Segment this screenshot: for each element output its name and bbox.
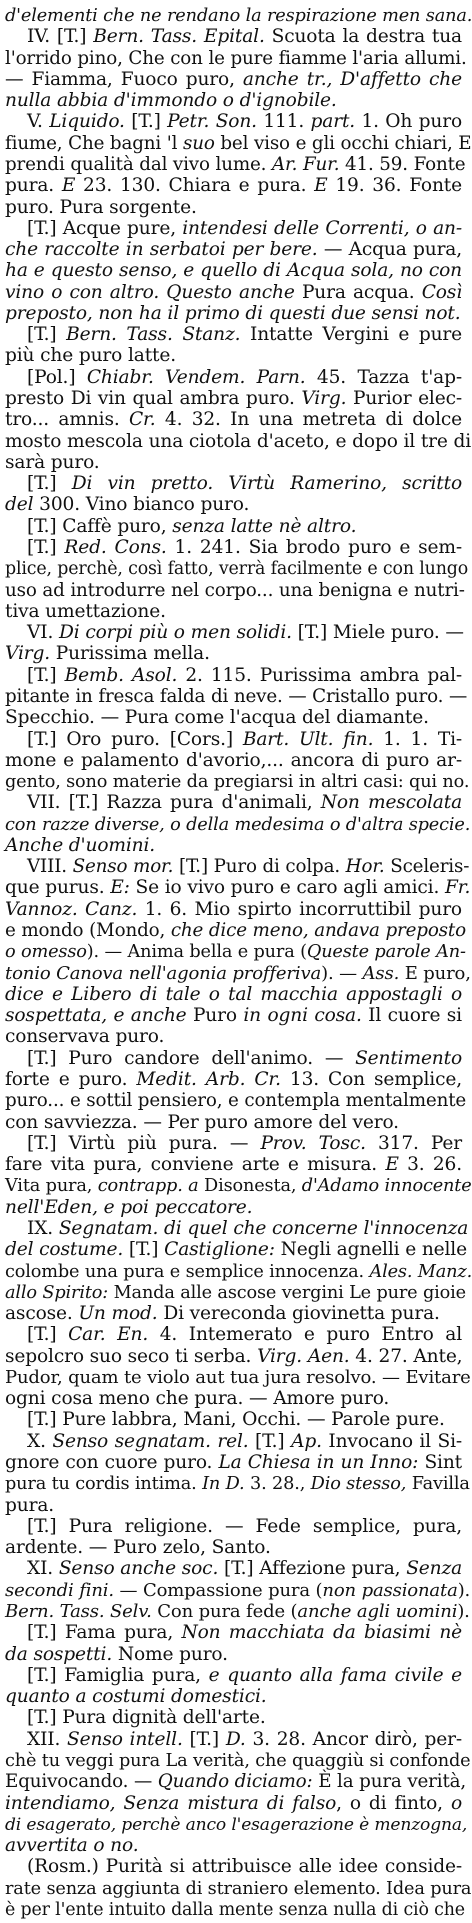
text-run: e mondo (Mondo,: [5, 920, 171, 942]
text-run: ). —: [321, 962, 363, 984]
text-run: 2. 115. Purissima ambra pal-: [177, 664, 462, 686]
italic-text: Senso segnatam. rel.: [52, 1430, 249, 1452]
text-run: 4. 32. In una metreta di dolce: [155, 409, 462, 431]
text-run: Sceleris-: [384, 856, 470, 878]
text-run: Pura acqua.: [294, 281, 422, 303]
italic-text: D.: [225, 1728, 246, 1750]
text-run: Purissima mella.: [50, 643, 210, 665]
italic-text: Senso intell.: [67, 1728, 183, 1750]
italic-text: del: [5, 494, 34, 516]
text-run: 3. 28. Ancor dirò, per-: [245, 1728, 462, 1750]
italic-text: E:: [110, 877, 130, 899]
text-run: 23. 130. Chiara e pura.: [75, 175, 315, 197]
italic-text: Ap.: [291, 1430, 322, 1452]
text-run: 317. Per: [365, 1132, 462, 1154]
text-run: Con pura fede (: [151, 1601, 298, 1622]
italic-text: vino o con altro. Questo anche: [5, 281, 295, 303]
italic-text: Castiglione:: [164, 1239, 275, 1261]
text-run: IV. [T.]: [27, 26, 94, 48]
text-run: Scuota la destra tua: [264, 26, 462, 48]
text-run: [T.] Pura religione. — Fede semplice, pura,: [27, 1515, 462, 1537]
text-run: ).: [457, 1601, 470, 1622]
italic-text: Cr.: [128, 409, 156, 431]
text-run: Invocano il Si-: [321, 1430, 463, 1452]
text-run: [T.] Virtù più pura. —: [27, 1132, 261, 1154]
text-run: VIII.: [27, 856, 73, 878]
italic-text: Ales. Manz.: [369, 1261, 472, 1282]
italic-text: del costume.: [5, 1239, 124, 1261]
italic-text: Liquido.: [49, 111, 125, 133]
italic-text: d'Adamo innocente: [301, 1176, 472, 1197]
text-run: con savviezza. — Per puro amore del vero.: [5, 1111, 399, 1133]
text-run: ardente. — Puro zelo, Santo.: [5, 1537, 271, 1559]
italic-text: suo: [182, 132, 215, 154]
text-line: [0, 1897, 472, 1923]
text-run: pura.: [5, 1494, 55, 1516]
italic-text: Anche d'uomini.: [5, 834, 156, 856]
italic-text: Un mod.: [78, 1303, 158, 1325]
italic-text: Medit. Arb. Cr.: [136, 1069, 281, 1090]
italic-text: e quanto alla fama civile e: [208, 1664, 463, 1686]
text-run: [T.] Famiglia pura,: [27, 1664, 209, 1686]
text-run: Vita pura,: [5, 1176, 98, 1197]
italic-text: Senso anche soc.: [58, 1558, 219, 1580]
text-run: 1. 6. Mio spirto incorruttibil puro: [137, 898, 462, 920]
text-run: conservava puro.: [5, 1026, 165, 1048]
italic-text: Hor.: [345, 856, 385, 878]
italic-text: Non mescolata: [320, 792, 463, 814]
italic-text: intendiamo, Senza mistura di falso: [5, 1792, 337, 1814]
text-run: Favilla: [406, 1474, 470, 1495]
italic-text: allo Spirito:: [5, 1282, 109, 1303]
italic-text: intendesi delle Correnti, o an-: [182, 217, 462, 239]
text-run: ascose.: [5, 1303, 79, 1325]
text-run: Manda alle ascose vergini Le pure gioie: [108, 1282, 466, 1303]
text-run: fiume, Che bagni 'l: [5, 132, 183, 154]
italic-text: Bemb. Asol.: [64, 664, 178, 686]
text-run: prendi qualità dal vivo lume.: [5, 153, 272, 175]
italic-text: dice e Libero di tale o tal macchia appostagli o: [5, 983, 462, 1005]
italic-text: Quando diciamo:: [157, 1771, 313, 1793]
italic-text: da sospetti.: [5, 1643, 113, 1665]
italic-text: Chiabr. Vendem. Parn.: [86, 366, 306, 388]
italic-text: La Chiesa in un Inno:: [218, 1452, 419, 1474]
text-run: colombe una pura e semplice innocenza.: [5, 1261, 370, 1282]
text-run: Purior elec-: [346, 388, 462, 410]
text-run: Puro: [186, 1005, 244, 1027]
text-run: [T.]: [27, 664, 65, 686]
text-run: 4. Intemerato e puro Entro al: [148, 1324, 462, 1346]
text-run: [T.]: [124, 111, 168, 133]
text-run: [T.] Pura dignità dell'arte.: [27, 1707, 266, 1729]
text-run: [T.] Oro puro. [Cors.]: [27, 728, 243, 750]
text-run: ).: [457, 1579, 471, 1601]
text-run: 3. 28.,: [244, 1474, 311, 1495]
text-run: fare vita pura, conviene arte e misura.: [5, 1154, 386, 1176]
text-run: pura.: [5, 175, 62, 197]
text-run: XI.: [27, 1558, 59, 1580]
text-run: l'orrido pino, Che con le pure fiamme l'aria allumi.: [5, 47, 467, 69]
italic-text: Bern. Tass. Stanz.: [66, 324, 241, 346]
text-run: 1. 241. Sia brodo puro e sem-: [166, 537, 462, 558]
italic-text: Sentimento: [355, 1047, 462, 1069]
italic-text: quanto a costumi domestici.: [5, 1686, 267, 1708]
italic-text: o: [450, 1792, 462, 1814]
italic-text: Petr. Son.: [167, 111, 257, 133]
italic-text: Di corpi più o men solidi.: [59, 622, 292, 644]
italic-text: preposto, non ha il primo di questi due sensi not.: [5, 302, 461, 324]
text-run: 1. Oh puro: [355, 111, 462, 133]
text-run: gento, sono materie da pregiarsi in altri casi: qui no.: [5, 772, 470, 793]
text-run: [T.] Fama pura,: [27, 1622, 182, 1644]
italic-text: Bern. Tass. Epital.: [93, 26, 265, 48]
text-run: [T.] Puro di colpa.: [173, 856, 346, 878]
text-run: 3. 26.: [398, 1154, 462, 1176]
italic-text: ha e questo senso, e quello di Acqua sola, no con: [5, 260, 462, 282]
italic-text: avvertita o no.: [5, 1835, 139, 1857]
italic-text: part.: [310, 111, 356, 133]
text-run: Il cuore si: [361, 1005, 462, 1027]
text-run: V.: [27, 111, 50, 133]
text-run: [T.] Puro candore dell'animo. —: [27, 1047, 356, 1069]
text-run: [T.]: [27, 324, 67, 346]
text-run: [T.]: [27, 1324, 69, 1346]
italic-text: Fr.: [445, 877, 471, 899]
italic-text: non passionata: [322, 1579, 458, 1601]
text-run: X.: [27, 1430, 53, 1452]
italic-text: Segnatam. di quel che concerne l'innocenza: [58, 1217, 469, 1239]
italic-text: Virg. Aen.: [257, 1345, 350, 1367]
text-run: pitante in fresca falda di neve. — Cristallo puro. —: [5, 685, 468, 707]
text-run: Pudor, quam te violo aut tua jura resolvo. — Evitare: [5, 1366, 471, 1388]
text-run: è per l'ente intuito dalla mente senza nulla di ciò che: [5, 1899, 465, 1920]
text-run: — Compassione pura (: [113, 1579, 323, 1601]
text-run: 13. Con semplice,: [280, 1069, 462, 1090]
text-run: [T.] Miele puro. —: [291, 622, 464, 644]
italic-text: anche tr., D'affetto che: [242, 68, 462, 90]
italic-text: anche agli uomini: [297, 1601, 458, 1622]
text-run: presto Di vin qual ambra puro.: [5, 388, 302, 410]
italic-text: Virg.: [301, 388, 347, 410]
text-run: — Fiamma, Fuoco puro,: [5, 68, 243, 90]
text-run: [T.]: [123, 1239, 165, 1261]
text-run: Se io vivo puro e caro agli amici.: [129, 877, 445, 899]
italic-text: d'elementi che ne rendano la respirazione men sana.: [5, 6, 472, 26]
italic-text: In D.: [202, 1474, 245, 1495]
italic-text: Queste parole An-: [306, 942, 466, 963]
text-run: Disonesta,: [198, 1176, 302, 1197]
text-run: [T.] Pure labbra, Mani, Occhi. — Parole pure.: [27, 1409, 445, 1431]
text-run: gnore con cuore puro.: [5, 1452, 219, 1474]
italic-text: nulla abbia d'immondo o d'ignobile.: [5, 90, 337, 112]
italic-text: in ogni cosa.: [243, 1005, 362, 1027]
text-run: [T.]: [27, 473, 72, 495]
text-run: [T.]: [248, 1430, 292, 1452]
italic-text: Bern. Tass. Selv.: [5, 1601, 152, 1622]
italic-text: Car. En.: [68, 1324, 149, 1346]
text-run: VI.: [27, 622, 59, 644]
text-run: 45. Tazza t'ap-: [305, 366, 462, 388]
italic-text: E: [61, 175, 76, 197]
text-run: [T.]: [182, 1728, 226, 1750]
text-run: IX.: [27, 1217, 59, 1239]
text-run: mosto mescola una ciotola d'aceto, e dopo il tre di: [5, 430, 472, 452]
italic-text: Prov. Tosc.: [260, 1132, 366, 1154]
text-run: forte e puro.: [5, 1069, 137, 1090]
text-run: bel viso e gli occhi chiari, E: [214, 132, 472, 154]
italic-text: tonio Canova nell'agonia profferiva: [5, 962, 322, 984]
italic-text: secondi fini.: [5, 1579, 114, 1601]
text-run: Nome puro.: [112, 1643, 228, 1665]
text-run: 4. 27. Ante,: [349, 1345, 463, 1367]
italic-text: sospettata, e anche: [5, 1005, 187, 1027]
italic-text: contrapp. a: [97, 1176, 199, 1197]
text-run: 300. Vino bianco puro.: [33, 494, 250, 516]
italic-text: Virg.: [5, 643, 50, 665]
text-run: sarà puro.: [5, 451, 100, 473]
italic-text: E: [314, 175, 328, 197]
text-run: pura tu cordis intima.: [5, 1474, 203, 1495]
italic-text: Ass.: [362, 962, 400, 984]
text-run: 19. 36. Fonte: [327, 175, 462, 197]
text-run: tiva umettazione.: [5, 600, 166, 622]
text-run: uso ad introdurre nel corpo... una benigna e nutri-: [5, 579, 465, 601]
italic-text: che dice meno, andava preposto: [170, 920, 466, 942]
text-run: più che puro latte.: [5, 345, 176, 367]
text-run: , o di finto,: [336, 1792, 451, 1814]
text-run: 111.: [256, 111, 311, 133]
italic-text: Ar. Fur.: [272, 153, 340, 175]
text-run: plice, perchè, così fatto, verrà facilmente e con lungo: [5, 559, 469, 580]
text-run: tro... amnis.: [5, 409, 129, 431]
text-run: chè tu veggi pura La verità, che quaggiù si confonde: [5, 1750, 471, 1771]
italic-text: Non macchiata da biasimi nè: [181, 1622, 462, 1644]
text-run: [T.] Acque pure,: [27, 217, 183, 239]
text-run: Sint: [418, 1452, 462, 1474]
text-run: [T.]: [27, 537, 65, 558]
text-run: rate senza aggiunta di straniero elemento. Idea pura: [5, 1878, 472, 1899]
italic-text: Bart. Ult. fin.: [242, 728, 374, 750]
italic-text: Dio stesso,: [310, 1474, 407, 1495]
text-run: — Acqua pura,: [317, 239, 462, 261]
text-run: Specchio. — Pura come l'acqua del diamante.: [5, 707, 429, 729]
italic-text: Vannoz. Canz.: [5, 898, 138, 920]
italic-text: Senso mor.: [72, 856, 174, 878]
italic-text: Così: [421, 281, 462, 303]
italic-text: o omesso: [5, 942, 87, 963]
text-run: [T.] Affezione pura,: [218, 1558, 407, 1580]
italic-text: Di vin pretto. Virtù Ramerino, scritto: [71, 473, 462, 495]
text-run: puro. Pura sorgente.: [5, 196, 197, 218]
text-run: Equivocando. —: [5, 1771, 158, 1793]
italic-text: di esagerato, perchè anco l'esagerazione è menzogna,: [5, 1814, 468, 1835]
text-run: Di vereconda giovinetta pura.: [157, 1303, 440, 1325]
text-run: (Rosm.) Purità si attribuisce alle idee conside-: [27, 1856, 462, 1878]
text-run: È la pura verità,: [312, 1771, 467, 1793]
italic-text: che raccolte in serbatoi per bere.: [5, 239, 318, 261]
italic-text: E: [385, 1154, 399, 1176]
text-run: Negli agnelli e nelle: [274, 1239, 467, 1261]
italic-text: con razze diverse, o della medesima o d'altra specie.: [5, 814, 471, 835]
italic-text: senza latte nè altro.: [172, 515, 357, 537]
text-run: que purus.: [5, 877, 111, 899]
text-run: XII.: [27, 1728, 68, 1750]
text-run: [Pol.]: [27, 366, 87, 388]
text-run: [T.] Caffè puro,: [27, 515, 173, 537]
text-run: 1. 1. Ti-: [373, 728, 463, 750]
text-run: puro... e sottil pensiero, e contempla mentalmente: [5, 1090, 467, 1112]
text-run: E puro,: [399, 962, 471, 984]
italic-text: Senza: [406, 1558, 463, 1580]
text-run: 41. 59. Fonte: [339, 153, 466, 175]
text-run: mone e palamento d'avorio,... ancora di puro ar-: [5, 749, 462, 771]
italic-text: nell'Eden, e poi peccatore.: [5, 1196, 253, 1218]
italic-text: Red. Cons.: [64, 537, 167, 558]
text-run: VII. [T.] Razza pura d'animali,: [27, 792, 321, 814]
text-run: Intatte Vergini e pure: [240, 324, 463, 346]
text-run: sepolcro suo seco ti serba.: [5, 1345, 258, 1367]
text-run: ogni cosa meno che pura. — Amore puro.: [5, 1388, 390, 1410]
text-run: ). — Anima bella e pura (: [86, 942, 307, 963]
